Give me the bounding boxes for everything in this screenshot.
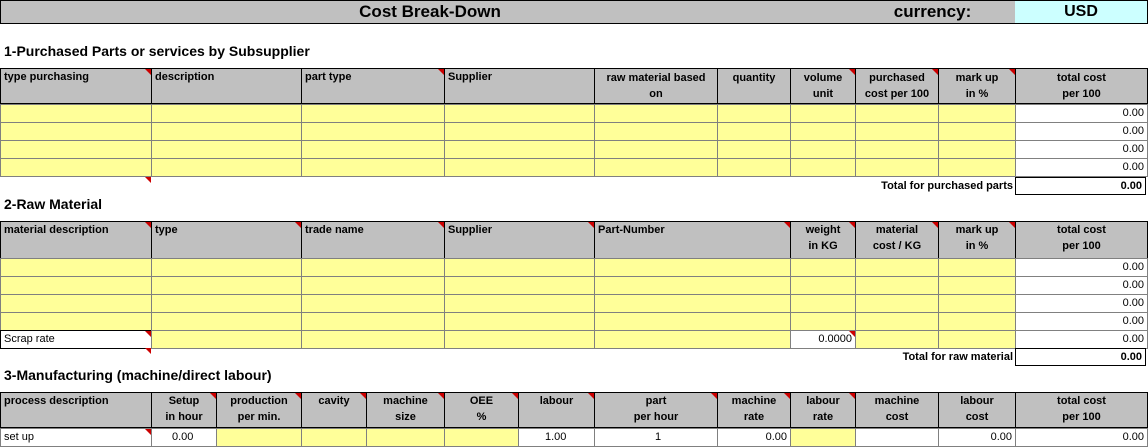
raw-material-input-cell[interactable] [0, 312, 152, 331]
purchased-parts-input-cell[interactable] [444, 122, 595, 141]
purchased-parts-header: mark up in % [938, 68, 1016, 104]
setup-row-cell[interactable] [444, 428, 519, 447]
manufacturing-header: machine cost [855, 392, 939, 428]
purchased-parts-input-cell[interactable] [855, 104, 939, 123]
purchased-parts-input-cell[interactable] [855, 122, 939, 141]
purchased-parts-input-cell[interactable] [855, 158, 939, 177]
purchased-parts-row-total: 0.00 [1015, 158, 1148, 177]
purchased-parts-row-total: 0.00 [1015, 122, 1148, 141]
purchased-parts-input-cell[interactable] [594, 122, 718, 141]
raw-material-input-cell[interactable] [594, 276, 791, 295]
purchased-parts-input-cell[interactable] [0, 158, 152, 177]
manufacturing-header: part per hour [594, 392, 718, 428]
purchased-parts-header: volume unit [790, 68, 856, 104]
raw-material-input-cell[interactable] [938, 258, 1016, 277]
raw-material-input-cell[interactable] [151, 294, 302, 313]
purchased-parts-input-cell[interactable] [790, 158, 856, 177]
purchased-parts-input-cell[interactable] [938, 158, 1016, 177]
raw-material-input-cell[interactable] [790, 258, 856, 277]
purchased-parts-input-cell[interactable] [151, 140, 302, 159]
purchased-parts-input-cell[interactable] [790, 104, 856, 123]
purchased-parts-input-cell[interactable] [594, 140, 718, 159]
purchased-parts-input-cell[interactable] [301, 140, 445, 159]
raw-material-row-total: 0.00 [1015, 258, 1148, 277]
raw-material-input-cell[interactable] [938, 312, 1016, 331]
purchased-parts-input-cell[interactable] [301, 122, 445, 141]
raw-material-header: Supplier [444, 221, 595, 259]
raw-material-header: trade name [301, 221, 445, 259]
raw-material-input-cell[interactable] [444, 294, 595, 313]
purchased-parts-total-label: Total for purchased parts [881, 180, 1013, 192]
setup-row-cell[interactable] [790, 428, 856, 447]
raw-material-input-cell[interactable] [151, 258, 302, 277]
setup-row-cell: 0.00 [1015, 428, 1148, 447]
purchased-parts-input-cell[interactable] [0, 140, 152, 159]
manufacturing-header: machine size [366, 392, 445, 428]
raw-material-header: material cost / KG [855, 221, 939, 259]
scrap-rate-cell[interactable] [151, 330, 302, 349]
manufacturing-header: total cost per 100 [1015, 392, 1148, 428]
purchased-parts-input-cell[interactable] [0, 104, 152, 123]
scrap-rate-label: Scrap rate [0, 330, 152, 349]
purchased-parts-input-cell[interactable] [301, 158, 445, 177]
purchased-parts-header: part type [301, 68, 445, 104]
raw-material-total-value: 0.00 [1015, 348, 1146, 366]
manufacturing-header: machine rate [717, 392, 791, 428]
setup-row-cell: 1 [594, 428, 718, 447]
scrap-rate-cell[interactable] [301, 330, 445, 349]
raw-material-header: total cost per 100 [1015, 221, 1148, 259]
purchased-parts-header: total cost per 100 [1015, 68, 1148, 104]
raw-material-input-cell[interactable] [444, 258, 595, 277]
raw-material-row-total: 0.00 [1015, 294, 1148, 313]
purchased-parts-header: quantity [717, 68, 791, 104]
purchased-parts-input-cell[interactable] [717, 122, 791, 141]
purchased-parts-total-value: 0.00 [1015, 177, 1146, 195]
manufacturing-header: process description [0, 392, 152, 428]
raw-material-input-cell[interactable] [301, 276, 445, 295]
raw-material-input-cell[interactable] [790, 276, 856, 295]
raw-material-input-cell[interactable] [444, 312, 595, 331]
purchased-parts-input-cell[interactable] [594, 104, 718, 123]
purchased-parts-header: Supplier [444, 68, 595, 104]
purchased-parts-header: type purchasing [0, 68, 152, 104]
purchased-parts-input-cell[interactable] [151, 104, 302, 123]
raw-material-header: mark up in % [938, 221, 1016, 259]
scrap-rate-cell[interactable] [855, 330, 939, 349]
purchased-parts-input-cell[interactable] [301, 104, 445, 123]
raw-material-input-cell[interactable] [790, 312, 856, 331]
scrap-rate-weight[interactable]: 0.0000 [790, 330, 856, 349]
purchased-parts-input-cell[interactable] [717, 104, 791, 123]
setup-row-cell: 1.00 [518, 428, 595, 447]
purchased-parts-header: purchased cost per 100 [855, 68, 939, 104]
purchased-parts-input-cell[interactable] [151, 158, 302, 177]
raw-material-input-cell[interactable] [0, 276, 152, 295]
raw-material-header: Part-Number [594, 221, 791, 259]
purchased-parts-header: description [151, 68, 302, 104]
purchased-parts-input-cell[interactable] [0, 122, 152, 141]
manufacturing-header: cavity [301, 392, 367, 428]
raw-material-total-label: Total for raw material [902, 351, 1013, 363]
raw-material-row-total: 0.00 [1015, 276, 1148, 295]
setup-row-cell[interactable] [216, 428, 302, 447]
raw-material-input-cell[interactable] [855, 276, 939, 295]
setup-row-cell [855, 428, 939, 447]
raw-material-input-cell[interactable] [594, 312, 791, 331]
manufacturing-header: labour cost [938, 392, 1016, 428]
purchased-parts-input-cell[interactable] [444, 104, 595, 123]
raw-material-input-cell[interactable] [855, 294, 939, 313]
section1-title: 1-Purchased Parts or services by Subsupplier [4, 43, 310, 59]
section2-title: 2-Raw Material [4, 196, 103, 212]
setup-row-cell: 0.00 [151, 428, 217, 447]
raw-material-input-cell[interactable] [301, 312, 445, 331]
raw-material-input-cell[interactable] [855, 312, 939, 331]
sheet-title: Cost Break-Down [359, 2, 501, 21]
raw-material-input-cell[interactable] [151, 276, 302, 295]
currency-value[interactable]: USD [1015, 1, 1147, 23]
purchased-parts-row-total: 0.00 [1015, 104, 1148, 123]
raw-material-input-cell[interactable] [301, 258, 445, 277]
raw-material-input-cell[interactable] [938, 276, 1016, 295]
setup-row-cell[interactable] [301, 428, 367, 447]
currency-label: currency: [893, 2, 972, 21]
purchased-parts-input-cell[interactable] [717, 140, 791, 159]
purchased-parts-input-cell[interactable] [938, 122, 1016, 141]
raw-material-input-cell[interactable] [301, 294, 445, 313]
scrap-rate-cell[interactable] [594, 330, 791, 349]
purchased-parts-input-cell[interactable] [717, 158, 791, 177]
manufacturing-header: labour [518, 392, 595, 428]
raw-material-row-total: 0.00 [1015, 312, 1148, 331]
setup-row-cell: 0.00 [938, 428, 1016, 447]
raw-material-header: material description [0, 221, 152, 259]
setup-row-cell: 0.00 [717, 428, 791, 447]
raw-material-input-cell[interactable] [938, 294, 1016, 313]
manufacturing-header: labour rate [790, 392, 856, 428]
raw-material-input-cell[interactable] [790, 294, 856, 313]
raw-material-input-cell[interactable] [594, 294, 791, 313]
manufacturing-header: production per min. [216, 392, 302, 428]
raw-material-input-cell[interactable] [151, 312, 302, 331]
raw-material-header: weight in KG [790, 221, 856, 259]
raw-material-input-cell[interactable] [594, 258, 791, 277]
manufacturing-header: OEE % [444, 392, 519, 428]
scrap-rate-cell[interactable] [938, 330, 1016, 349]
purchased-parts-row-total: 0.00 [1015, 140, 1148, 159]
setup-row-cell[interactable] [366, 428, 445, 447]
purchased-parts-input-cell[interactable] [444, 158, 595, 177]
purchased-parts-input-cell[interactable] [151, 122, 302, 141]
purchased-parts-input-cell[interactable] [790, 122, 856, 141]
raw-material-input-cell[interactable] [444, 276, 595, 295]
section3-title: 3-Manufacturing (machine/direct labour) [4, 367, 272, 383]
purchased-parts-header: raw material based on [594, 68, 718, 104]
purchased-parts-input-cell[interactable] [594, 158, 718, 177]
comment-marker-icon [145, 177, 151, 183]
raw-material-input-cell[interactable] [855, 258, 939, 277]
raw-material-input-cell[interactable] [0, 258, 152, 277]
manufacturing-header: Setup in hour [151, 392, 217, 428]
raw-material-input-cell[interactable] [0, 294, 152, 313]
purchased-parts-input-cell[interactable] [444, 140, 595, 159]
comment-marker-icon [145, 348, 151, 354]
scrap-rate-cell[interactable] [444, 330, 595, 349]
purchased-parts-input-cell[interactable] [790, 140, 856, 159]
purchased-parts-input-cell[interactable] [938, 104, 1016, 123]
raw-material-header: type [151, 221, 302, 259]
purchased-parts-input-cell[interactable] [855, 140, 939, 159]
setup-row-cell: set up [0, 428, 152, 447]
scrap-rate-total: 0.00 [1015, 330, 1148, 349]
purchased-parts-input-cell[interactable] [938, 140, 1016, 159]
